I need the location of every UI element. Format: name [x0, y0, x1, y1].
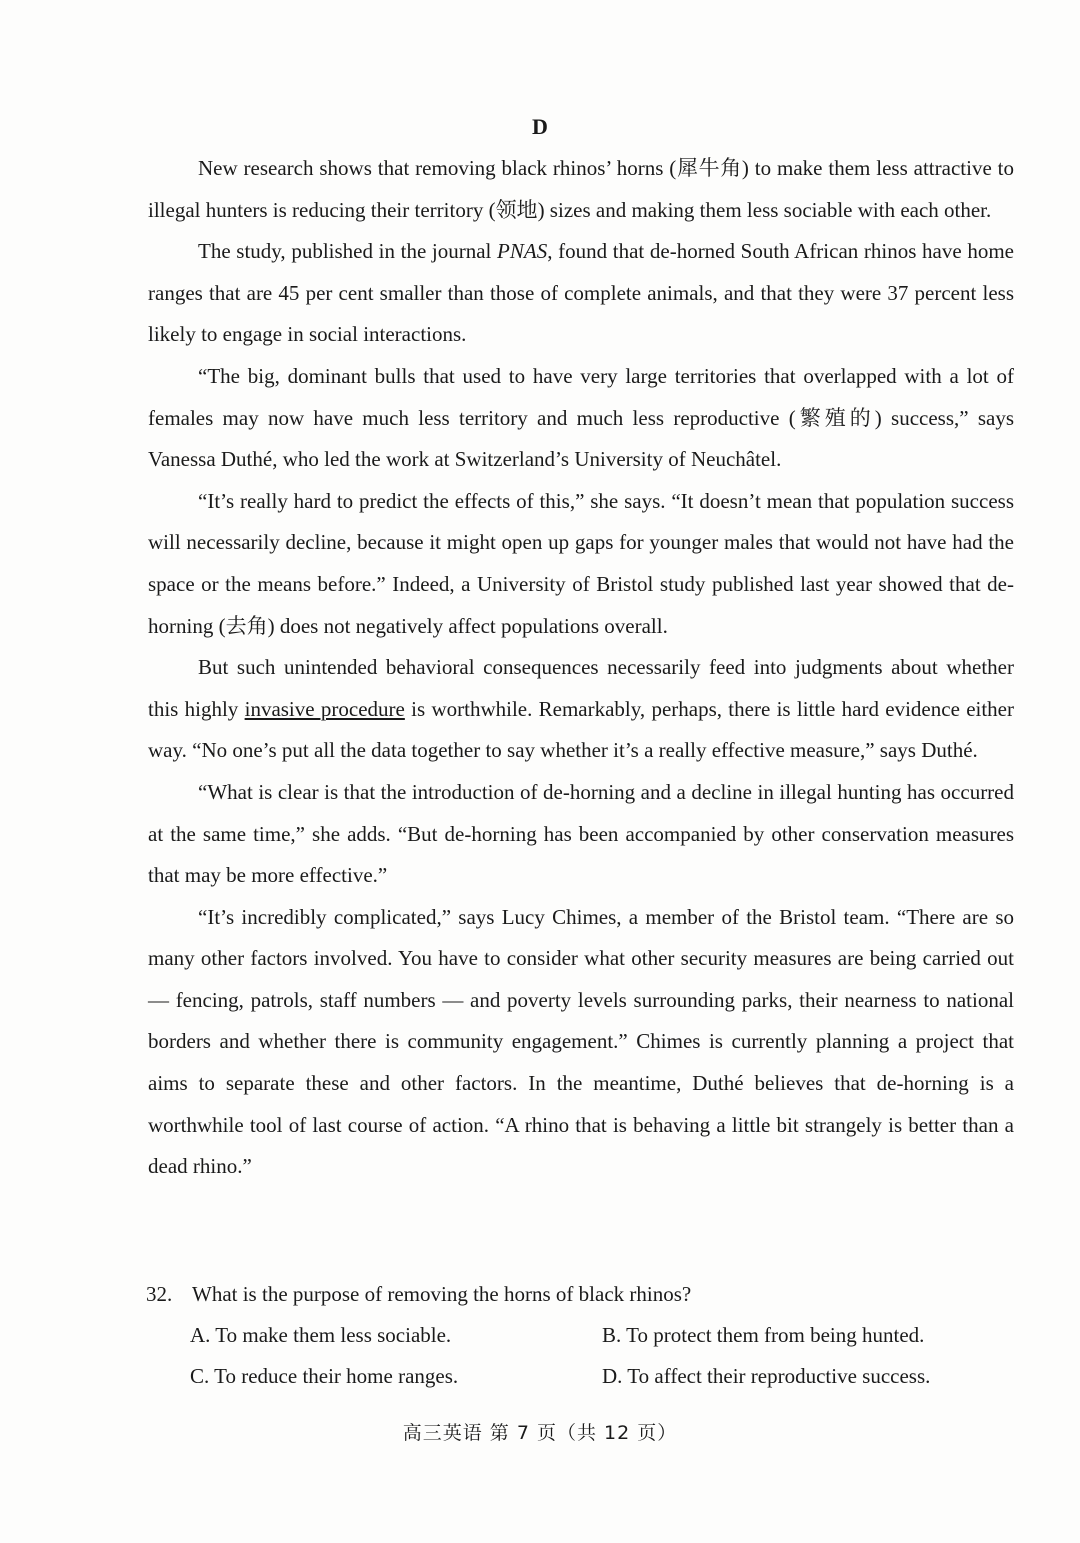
paragraph-5-text-a: But such unintended behavioral consequences necessarily feed into judgments about whether this highly — [148, 655, 1014, 721]
option-d: D. To affect their reproductive success. — [602, 1364, 931, 1388]
underlined-phrase: invasive procedure — [244, 696, 405, 721]
paragraph-1-text-b: ) to make them less attractive to illegal hunters is reducing their territory ( — [148, 156, 1014, 222]
option-c: C. To reduce their home ranges. — [190, 1364, 459, 1388]
answer-options — [190, 1315, 1016, 1397]
paragraph-1-text-c: ) sizes and making them less sociable with each other. — [537, 197, 992, 222]
paragraph-6: “What is clear is that the introduction of de-horning and a decline in illegal hunting has occurred at the same time,” she adds. “But de-horning has been accompanied by other conservation measures that may be more effective.” — [148, 779, 1014, 888]
question-text: What is the purpose of removing the horns of black rhinos? — [192, 1282, 692, 1306]
question-number: 32. — [146, 1282, 173, 1306]
paragraph-1 — [148, 148, 1014, 231]
reading-passage — [148, 148, 1014, 1188]
option-b: B. To protect them from being hunted. — [602, 1323, 925, 1347]
paragraph-3-text-a: “The big, dominant bulls that used to have very large territories that overlapped with a lot of females may now have much less territory and much less reproductive ( — [148, 363, 1014, 430]
option-a: A. To make them less sociable. — [190, 1323, 452, 1347]
paragraph-4-text-a: “It’s really hard to predict the effects of this,” she says. “It doesn’t mean that population success will necessarily decline, because it might open up gaps for younger males that would not have had the space or the means before.” Indeed, a University of Bristol study published last year showed that de-horning ( — [148, 488, 1014, 638]
question-32 — [146, 1274, 1016, 1397]
question-stem — [146, 1274, 1016, 1315]
paragraph-5 — [148, 647, 1014, 772]
section-title: D — [532, 114, 548, 139]
paragraph-4 — [148, 481, 1014, 647]
paragraph-3-text-b: ) success,” says Vanessa Duthé, who led the work at Switzerland’s University of Neuchâtel. — [148, 405, 1015, 472]
gloss-territory: 领地 — [495, 197, 538, 222]
gloss-reproductive: 繁殖的 — [795, 405, 875, 430]
paragraph-7: “It’s incredibly complicated,” says Lucy Chimes, a member of the Bristol team. “There are so many other factors involved. You have to consider what other security measures are being carried out — fencing, patrols, staff numbers — and poverty levels surrounding parks, their nearness to national borders and whether there is community engagement.” Chimes is currently planning a project that aims to separate these and other factors. In the meantime, Duthé believes that de-horning is a worthwhile tool of last course of action. “A rhino that is behaving a little bit strangely is better than a dead rhino.” — [148, 904, 1014, 1179]
journal-name: PNAS — [497, 239, 548, 264]
paragraph-5-text-b: is worthwhile. Remarkably, perhaps, there is little hard evidence either way. “No one’s put all the data together to say whether it’s a really effective measure,” says Duthé. — [148, 696, 1014, 763]
paragraph-2-text-a: The study, published in the journal — [198, 239, 498, 264]
page-footer: 高三英语 第 7 页（共 12 页） — [402, 1422, 678, 1444]
paragraph-1-text-a: New research shows that removing black rhinos’ horns ( — [198, 156, 677, 180]
gloss-rhino-horn: 犀牛角 — [676, 156, 742, 180]
gloss-dehorning: 去角 — [225, 613, 268, 638]
paragraph-3 — [148, 356, 1014, 481]
paragraph-4-text-b: ) does not negatively affect populations overall. — [267, 613, 668, 638]
paragraph-2-text-b: , found that de-horned South African rhinos have home ranges that are 45 per cent smaller than those of complete animals, and that they were 37 percent less likely to engage in social interactions. — [148, 239, 1015, 347]
paragraph-2 — [148, 231, 1014, 356]
